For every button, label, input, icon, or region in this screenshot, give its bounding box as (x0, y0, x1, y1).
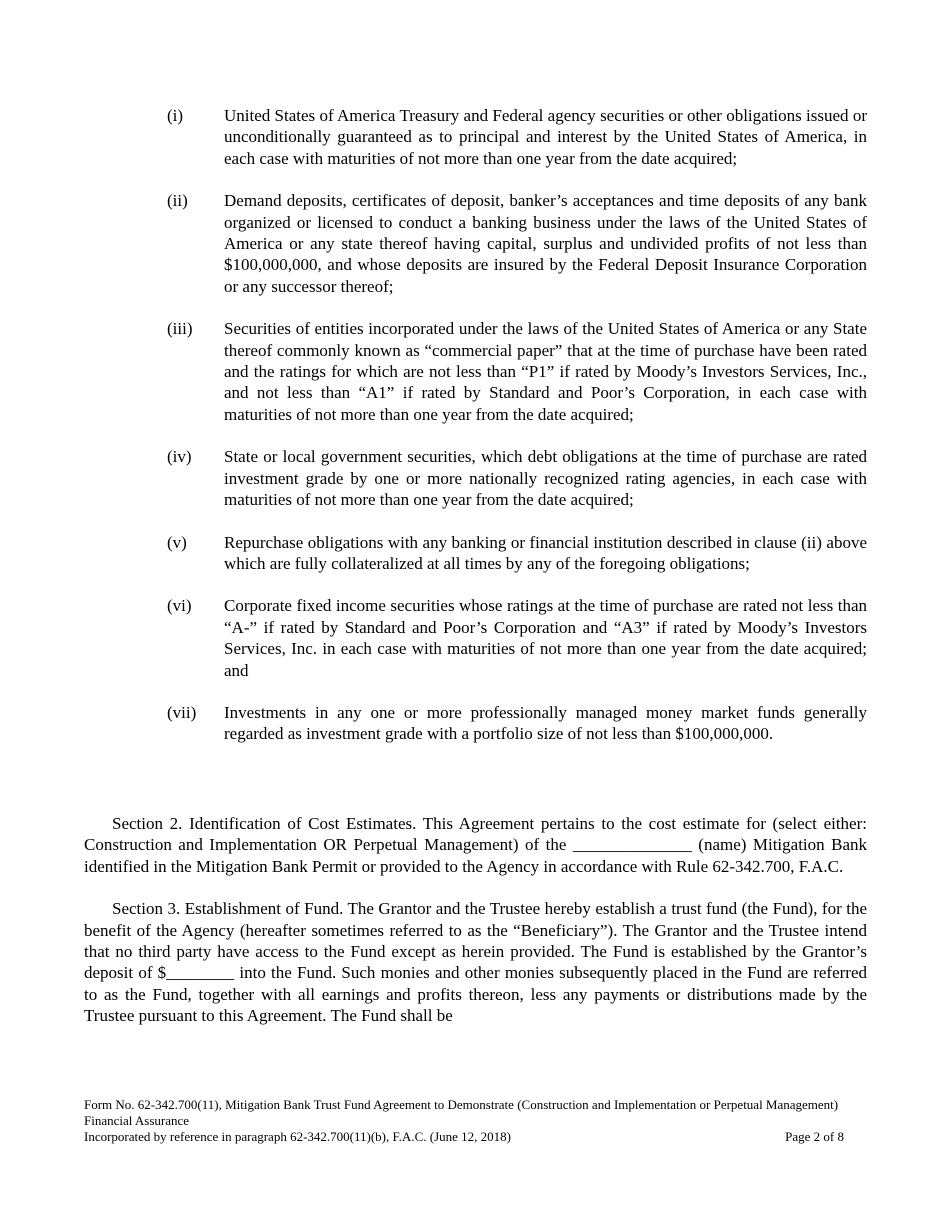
list-item-text: State or local government securities, which debt obligations at the time of purchase are rated investment grade by one or more nationally recognized rating agencies, in each case with maturities of not more than one year from the date acquired; (224, 447, 867, 510)
list-item-text: Demand deposits, certificates of deposit, banker’s acceptances and time deposits of any bank organized or licensed to conduct a banking business under the laws of the United States of America or any state thereof having capital, surplus and undivided profits of not less than $100,000,000, and whose deposits are insured by the Federal Deposit Insurance Corporation or any successor thereof; (224, 191, 867, 296)
list-item-number: (iv) (167, 447, 192, 467)
list-item-text: Corporate fixed income securities whose ratings at the time of purchase are rated not less than “A-” if rated by Standard and Poor’s Corporation and “A3” if rated by Moody’s Investors Services, Inc. in each case with maturities of not more than one year from the date acquired; and (224, 596, 867, 680)
footer-incorporated-line: Incorporated by reference in paragraph 62-342.700(11)(b), F.A.C. (June 12, 2018) (84, 1129, 511, 1144)
footer-bottom-row (84, 1129, 844, 1145)
section-2-paragraph: Section 2. Identification of Cost Estimates. This Agreement pertains to the cost estimate for (select either: Construction and Implementation OR Perpetual Management) of the ______________ (name) Mitigation Bank identified in the Mitigation Bank Permit or provided to the Agency in accordance with Rule 62-342.700, F.A.C. (84, 814, 867, 876)
list-item-number: (iii) (167, 319, 193, 339)
list-item (167, 595, 867, 681)
list-item-text: United States of America Treasury and Federal agency securities or other obligations issued or unconditionally guaranteed as to principal and interest by the United States of America, in each case with maturities of not more than one year from the date acquired; (224, 106, 867, 168)
section-3-paragraph: Section 3. Establishment of Fund. The Grantor and the Trustee hereby establish a trust fund (the Fund), for the benefit of the Agency (hereafter sometimes referred to as the “Beneficiary”). The Grantor and the Trustee intend that no third party have access to the Fund except as herein provided. The Fund is established by the Grantor’s deposit of $________ into the Fund. Such monies and other monies subsequently placed in the Fund are referred to as the Fund, together with all earnings and profits thereon, less any payments or distributions made by the Trustee pursuant to this Agreement. The Fund shall be (84, 899, 867, 1026)
list-item-number: (i) (167, 106, 184, 125)
list-item-text: Repurchase obligations with any banking or financial institution described in clause (ii) above which are fully collateralized at all times by any of the foregoing obligations; (224, 532, 867, 573)
list-item (167, 318, 867, 425)
list-item-number: (ii) (167, 191, 188, 211)
list-item-text: Investments in any one or more professionally managed money market funds generally regarded as investment grade with a portfolio size of not less than $100,000,000. (224, 702, 867, 744)
list-item-text: Securities of entities incorporated under the laws of the United States of America or any State thereof commonly known as “commercial paper” that at the time of purchase have been rated and the ratings for which are not less than “P1” if rated by Moody’s Investors Services, Inc., and not less than “A1” if rated by Standard and Poor’s Corporation, in each case with maturities of not more than one year from the date acquired; (224, 319, 867, 424)
list-item (167, 446, 867, 510)
permitted-investments-list (167, 105, 867, 766)
list-item (167, 105, 867, 169)
list-item-number: (vii) (167, 702, 197, 722)
footer-form-line: Form No. 62-342.700(11), Mitigation Bank Trust Fund Agreement to Demonstrate (Construction and Implementation or Perpetual Management) Financial Assurance (84, 1097, 839, 1128)
list-item-number: (vi) (167, 596, 192, 616)
list-item-number: (v) (167, 532, 187, 552)
list-item (167, 532, 867, 575)
agreement-sections (84, 813, 867, 1048)
page-footer (84, 1097, 844, 1145)
list-item (167, 702, 867, 745)
list-item (167, 190, 867, 297)
page-number: Page 2 of 8 (785, 1129, 844, 1144)
